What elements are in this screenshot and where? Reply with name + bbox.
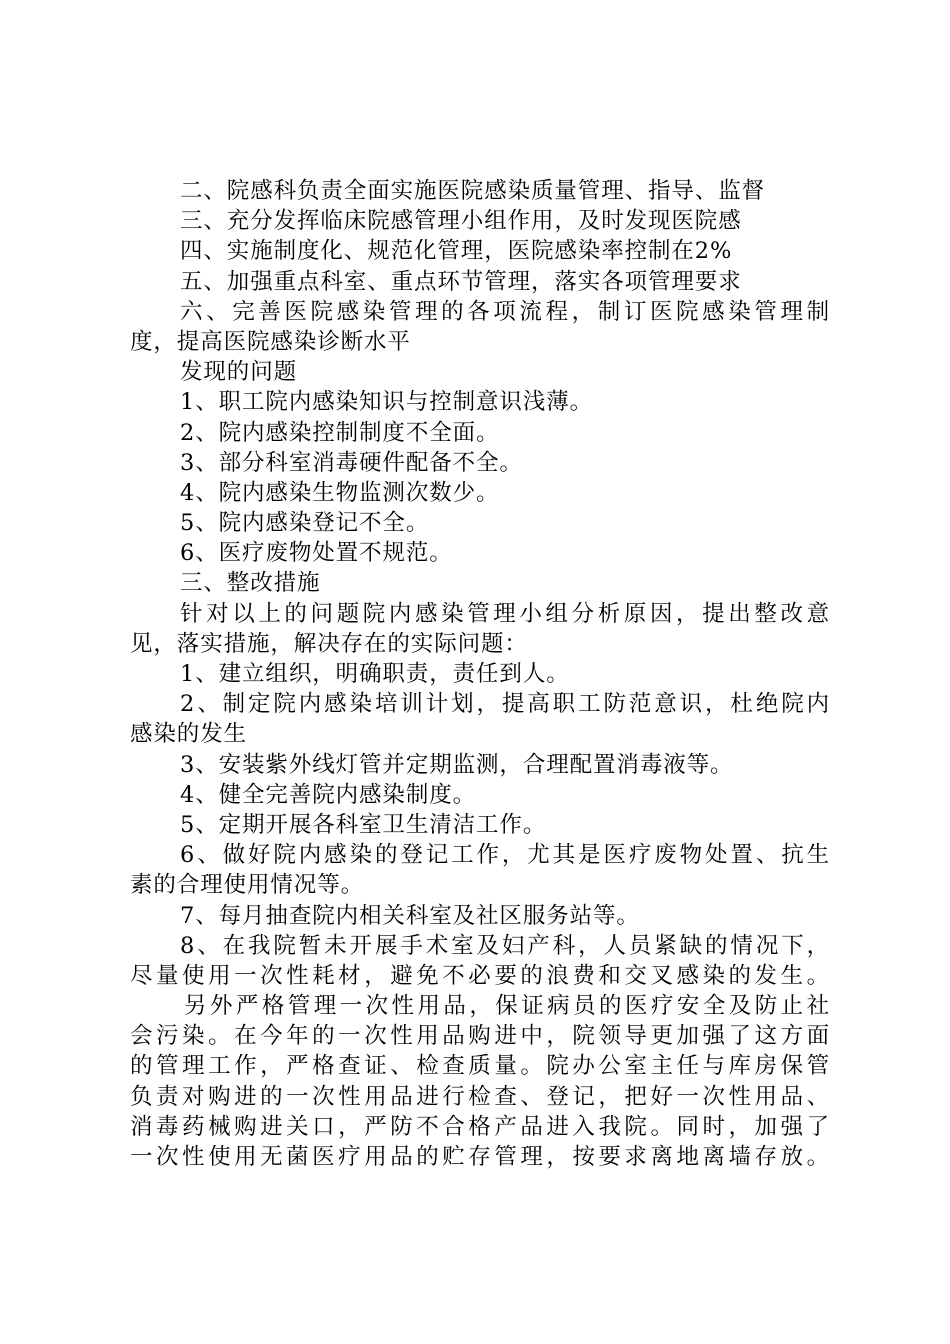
closing-line: 会污染。在今年的一次性用品购进中，院领导更加强了这方面 <box>130 1023 830 1050</box>
measure-item: 7、每月抽查院内相关科室及社区服务站等。 <box>180 902 640 929</box>
goal-line: 四、实施制度化、规范化管理，医院感染率控制在2% <box>180 238 733 265</box>
measure-item: 6、做好院内感染的登记工作，尤其是医疗废物处置、抗生 <box>180 842 830 869</box>
measure-item: 1、建立组织，明确职责，责任到人。 <box>180 661 570 687</box>
goal-line: 三、充分发挥临床院感管理小组作用，及时发现医院感 <box>180 208 742 235</box>
problem-item: 1、职工院内感染知识与控制意识浅薄。 <box>180 389 594 416</box>
goal6-line1: 六、完善医院感染管理的各项流程，制订医院感染管理制 <box>180 298 830 325</box>
measure-item: 5、定期开展各科室卫生清洁工作。 <box>180 811 547 838</box>
goal-line: 二、院感科负责全面实施医院感染质量管理、指导、监督 <box>180 178 766 204</box>
measure-item: 2、制定院内感染培训计划，提高职工防范意识，杜绝院内 <box>180 691 830 718</box>
closing-line: 负责对购进的一次性用品进行检查、登记，把好一次性用品、 <box>130 1083 830 1110</box>
problem-item: 4、院内感染生物监测次数少。 <box>180 479 500 506</box>
measures-intro-line2: 见，落实措施，解决存在的实际问题： <box>130 630 528 657</box>
measure-item-cont: 感染的发生 <box>130 721 248 748</box>
goal-line: 五、加强重点科室、重点环节管理，落实各项管理要求 <box>180 268 742 295</box>
closing-line: 另外严格管理一次性用品，保证病员的医疗安全及防止社 <box>184 993 830 1020</box>
closing-line: 的管理工作，严格查证、检查质量。院办公室主任与库房保管 <box>130 1053 830 1080</box>
measure-item: 8、在我院暂未开展手术室及妇产科，人员紧缺的情况下， <box>180 932 830 959</box>
measure-item: 4、健全完善院内感染制度。 <box>180 781 477 808</box>
problem-item: 2、院内感染控制制度不全面。 <box>180 419 500 446</box>
closing-line: 一次性使用无菌医疗用品的贮存管理，按要求离地离墙存放。 <box>130 1144 830 1170</box>
problem-item: 3、部分科室消毒硬件配备不全。 <box>180 449 523 476</box>
measure-item-cont: 尽量使用一次性耗材，避免不必要的浪费和交叉感染的发生。 <box>130 962 830 989</box>
measure-item-cont: 素的合理使用情况等。 <box>130 872 365 899</box>
problem-item: 6、医疗废物处置不规范。 <box>180 540 453 567</box>
closing-line: 消毒药械购进关口，严防不合格产品进入我院。同时，加强了 <box>130 1113 830 1140</box>
measure-item: 3、安装紫外线灯管并定期监测，合理配置消毒液等。 <box>180 751 734 778</box>
measures-heading: 三、整改措施 <box>180 570 321 597</box>
goal6-line2: 度，提高医院感染诊断水平 <box>130 328 411 355</box>
document-page <box>130 176 830 1172</box>
problems-heading: 发现的问题 <box>180 359 298 386</box>
problem-item: 5、院内感染登记不全。 <box>180 510 430 537</box>
measures-intro-line1: 针对以上的问题院内感染管理小组分析原因，提出整改意 <box>180 600 830 627</box>
